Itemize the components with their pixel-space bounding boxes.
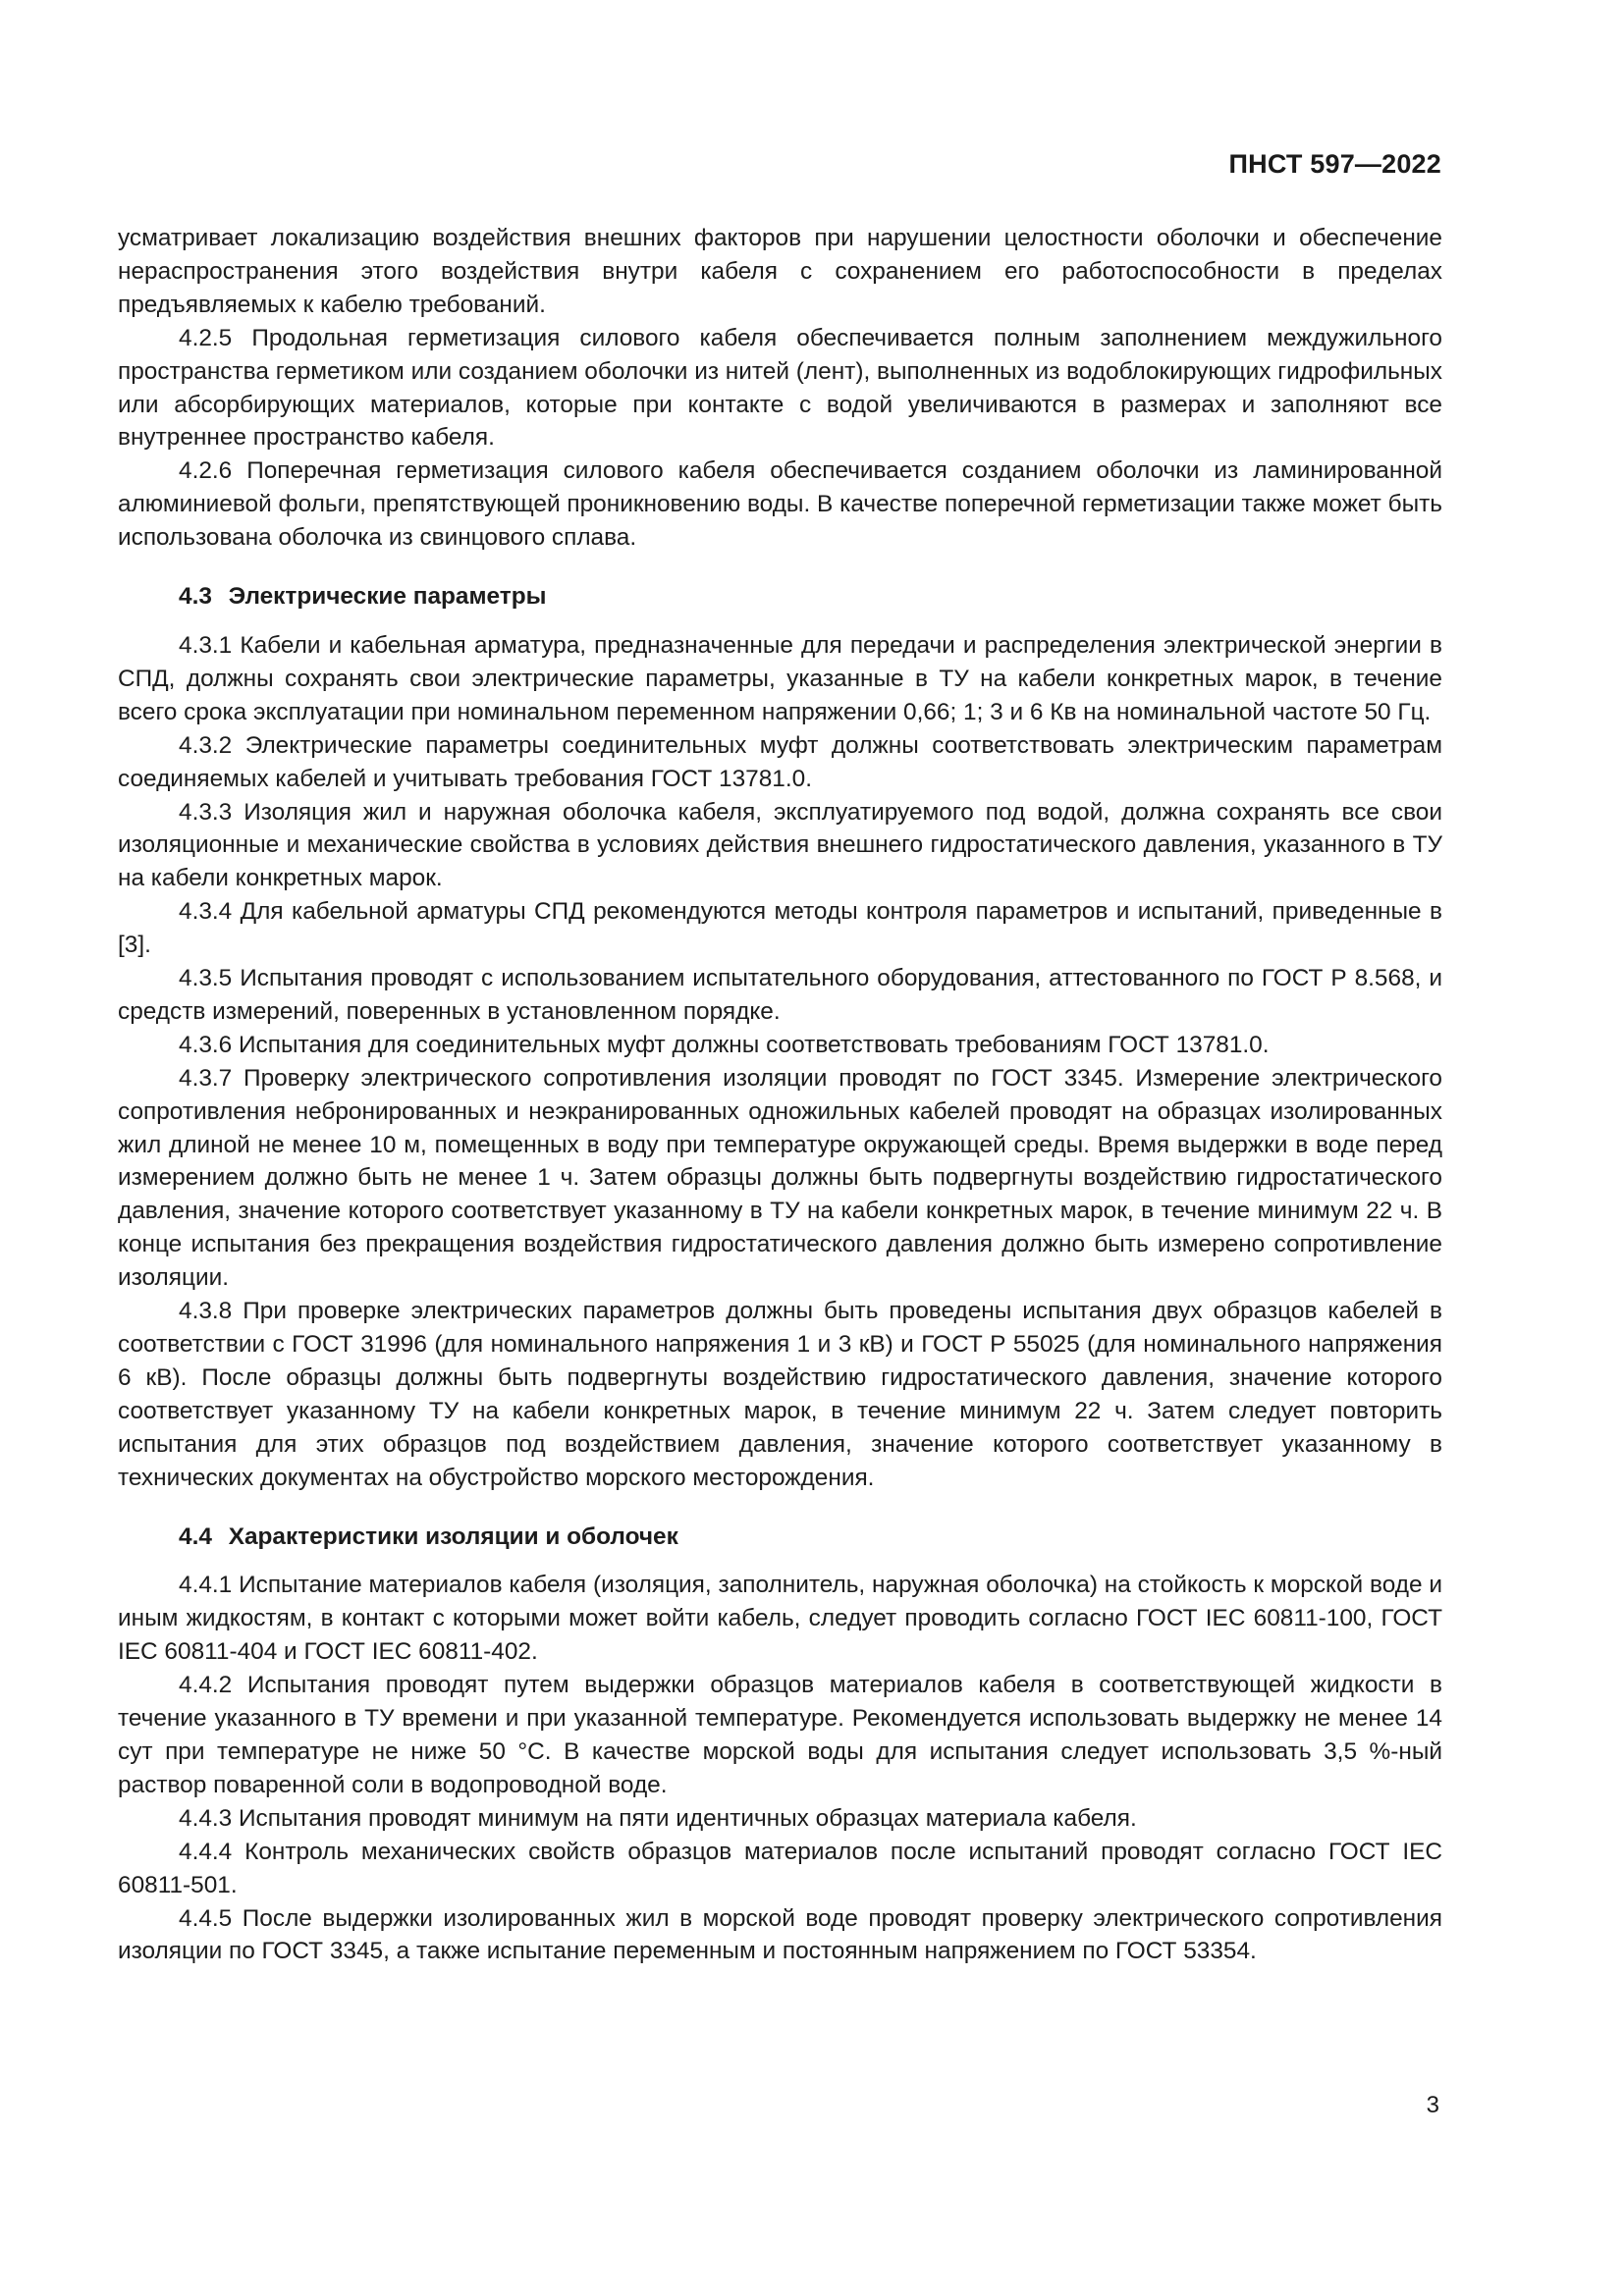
paragraph-4-3-7: 4.3.7 Проверку электрического сопротивления изоляции проводят по ГОСТ 3345. Измерение электрического сопротивления небронированных и неэкранированных одножильных кабелей проводят на образцах изолированных жил длиной не менее 10 м, помещенных в воду при температуре окружающей среды. Время выдержки в воде перед измерением должно быть не менее 1 ч. Затем образцы должны быть подвергнуты воздействию гидростатического давления, значение которого соответствует указанному в ТУ на кабели конкретных марок, в течение минимум 22 ч. В конце испытания без прекращения воздействия гидростатического давления должно быть измерено сопротивление изоляции.	[118, 1064, 1442, 1292]
paragraph-4-4-1: 4.4.1 Испытание материалов кабеля (изоляция, заполнитель, наружная оболочка) на стойкость к морской воде и иным жидкостям, в контакт с которыми может войти кабель, следует проводить согласно ГОСТ IEC 60811-100, ГОСТ IEC 60811-404 и ГОСТ IEC 60811-402.	[118, 1572, 1442, 1666]
document-code: ПНСТ 597—2022	[1228, 149, 1441, 179]
section-heading-4-4	[179, 1521, 1442, 1554]
paragraph-4-3-1: 4.3.1 Кабели и кабельная арматура, предназначенные для передачи и распределения электрической энергии в СПД, должны сохранять свои электрические параметры, указанные в ТУ на кабели конкретных марок, в течение всего срока эксплуатации при номинальном переменном напряжении 0,66; 1; 3 и 6 Кв на номинальной частоте 50 Гц.	[118, 631, 1442, 725]
paragraph-4-2-5: 4.2.5 Продольная герметизация силового кабеля обеспечивается полным заполнением междужильного пространства герметиком или созданием оболочки из нитей (лент), выполненных из водоблокирующих гидрофильных или абсорбирующих материалов, которые при контакте с водой увеличиваются в размерах и заполняют все внутреннее пространство кабеля.	[118, 324, 1442, 452]
paragraph-4-3-5: 4.3.5 Испытания проводят с использованием испытательного оборудования, аттестованного по ГОСТ Р 8.568, и средств измерений, поверенных в установленном порядке.	[118, 965, 1442, 1025]
paragraph-4-4-3: 4.4.3 Испытания проводят минимум на пяти идентичных образцах материала кабеля.	[179, 1804, 1137, 1832]
paragraph-4-4-4: 4.4.4 Контроль механических свойств образцов материалов после испытаний проводят согласно ГОСТ IEC 60811-501.	[118, 1838, 1442, 1898]
paragraph-4-3-6: 4.3.6 Испытания для соединительных муфт должны соответствовать требованиям ГОСТ 13781.0.	[179, 1031, 1270, 1058]
paragraph-4-4-5: 4.4.5 После выдержки изолированных жил в морской воде проводят проверку электрического сопротивления изоляции по ГОСТ 3345, а также испытание переменным и постоянным напряжением по ГОСТ 53354.	[118, 1904, 1442, 1965]
paragraph-4-4-2: 4.4.2 Испытания проводят путем выдержки образцов материалов кабеля в соответствующей жидкости в течение указанного в ТУ времени и при указанной температуре. Рекомендуется использовать выдержку не менее 14 сут при температуре не ниже 50 °С. В качестве морской воды для испытания следует использовать 3,5 %-ный раствор поваренной соли в водопроводной воде.	[118, 1672, 1442, 1798]
section-title: Электрические параметры	[228, 583, 547, 611]
paragraph-4-3-2: 4.3.2 Электрические параметры соединительных муфт должны соответствовать электрическим параметрам соединяемых кабелей и учитывать требования ГОСТ 13781.0.	[118, 731, 1442, 792]
paragraph-4-3-8: 4.3.8 При проверке электрических параметров должны быть проведены испытания двух образцов кабелей в соответствии с ГОСТ 31996 (для номинального напряжения 1 и 3 кВ) и ГОСТ Р 55025 (для номинального напряжения 6 кВ). После образцы должны быть подвергнуты воздействию гидростатического давления, значение которого соответствует указанному ТУ на кабели конкретных марок, в течение минимум 22 ч. Затем следует повторить испытания для этих образцов под воздействием давления, значение которого соответствует указанному в технических документах на обустройство морского месторождения.	[118, 1298, 1442, 1491]
document-body	[118, 222, 1442, 1968]
section-heading-4-3	[179, 580, 1442, 614]
paragraph-4-3-4: 4.3.4 Для кабельной арматуры СПД рекомендуются методы контроля параметров и испытаний, приведенные в [3].	[118, 898, 1442, 959]
section-title: Характеристики изоляции и оболочек	[228, 1522, 678, 1550]
page-number: 3	[1426, 2092, 1439, 2118]
paragraph-continuation: усматривает локализацию воздействия внешних факторов при нарушении целостности оболочки и обеспечение нераспространения этого воздействия внутри кабеля с сохранением его работоспособности в пределах предъявляемых к кабелю требований.	[118, 225, 1442, 318]
paragraph-4-3-3: 4.3.3 Изоляция жил и наружная оболочка кабеля, эксплуатируемого под водой, должна сохранять все свои изоляционные и механические свойства в условиях действия внешнего гидростатического давления, указанного в ТУ на кабели конкретных марок.	[118, 798, 1442, 892]
section-number: 4.4	[179, 1522, 212, 1550]
section-number: 4.3	[179, 583, 212, 611]
paragraph-4-2-6: 4.2.6 Поперечная герметизация силового кабеля обеспечивается созданием оболочки из ламинированной алюминиевой фольги, препятствующей проникновению воды. В качестве поперечной герметизации также может быть использована оболочка из свинцового сплава.	[118, 457, 1442, 552]
